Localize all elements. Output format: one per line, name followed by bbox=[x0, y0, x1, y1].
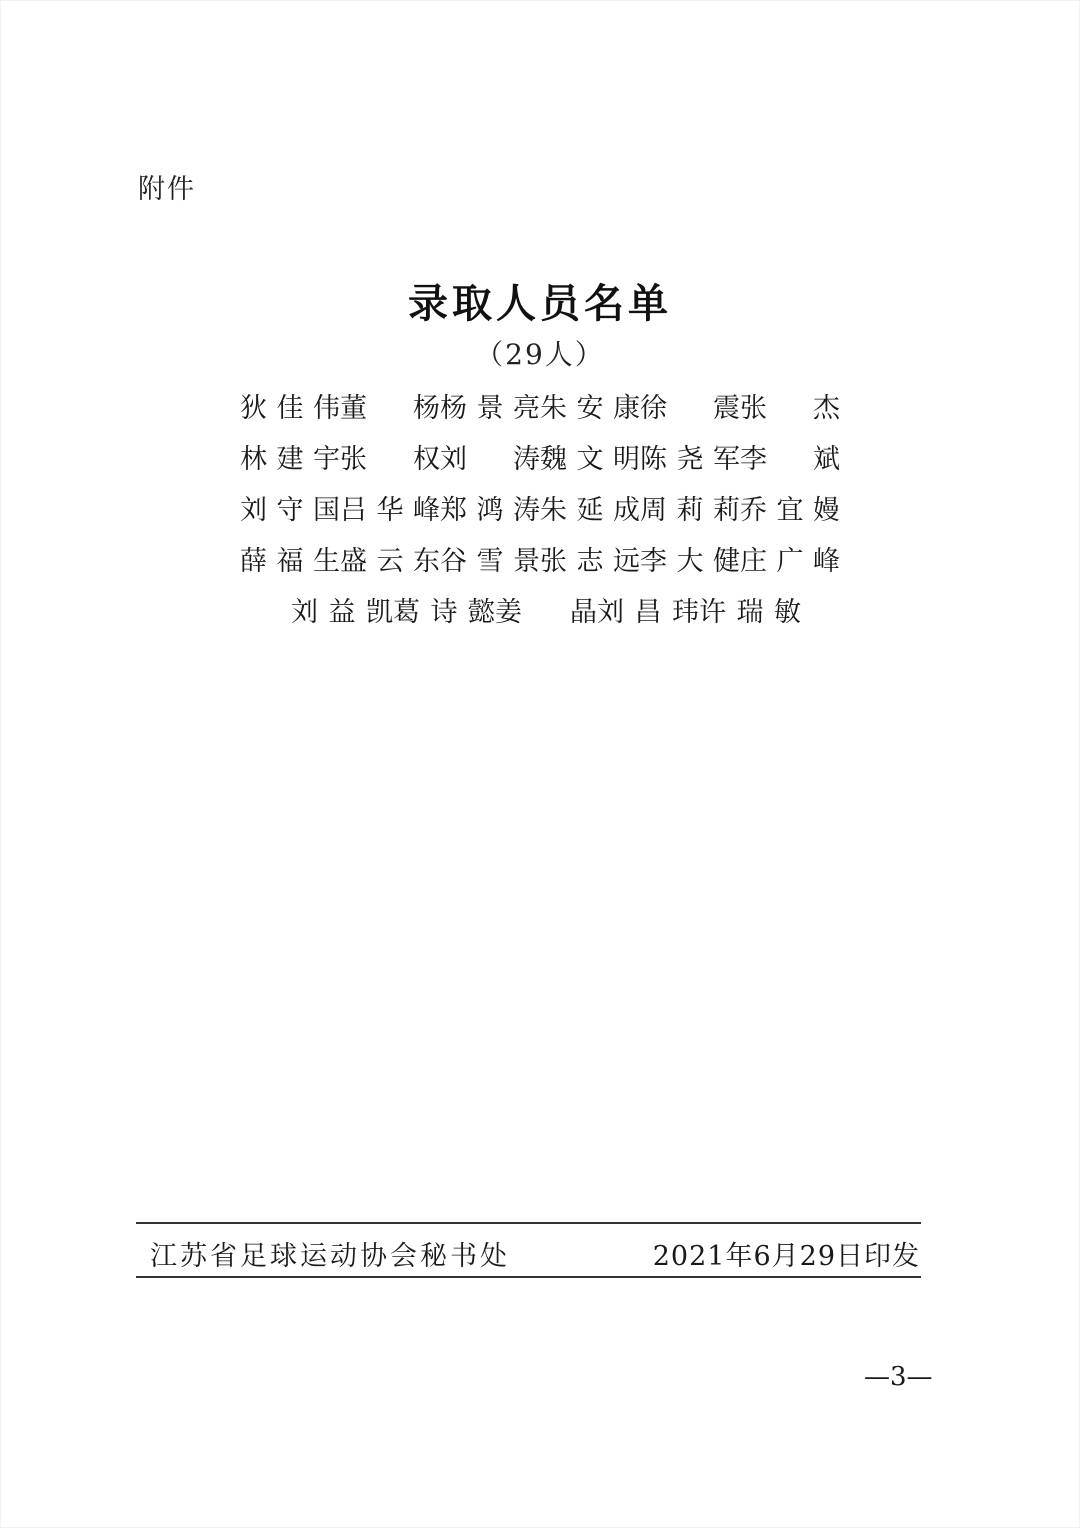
name-char: 谷 bbox=[440, 546, 467, 577]
name-char: 鸿 bbox=[476, 495, 504, 526]
name-char: 文 bbox=[576, 444, 604, 475]
name-char: 周 bbox=[640, 495, 667, 526]
person-name bbox=[597, 590, 699, 629]
name-char: 杰 bbox=[813, 393, 840, 424]
names-row bbox=[240, 482, 840, 533]
name-char: 张 bbox=[540, 546, 567, 577]
name-char: 乔 bbox=[740, 495, 767, 526]
names-row bbox=[240, 380, 840, 431]
person-name bbox=[393, 590, 495, 629]
name-char: 涛 bbox=[513, 495, 540, 526]
name-char: 尧 bbox=[676, 444, 704, 475]
name-char: 嫚 bbox=[813, 495, 840, 526]
name-char: 盛 bbox=[340, 546, 367, 577]
person-name bbox=[540, 488, 640, 527]
name-char: 刘 bbox=[440, 444, 467, 475]
person-name bbox=[240, 488, 340, 527]
name-char: 李 bbox=[740, 444, 767, 475]
name-char: 许 bbox=[699, 597, 726, 628]
name-char: 宇 bbox=[313, 444, 340, 475]
name-char: 刘 bbox=[597, 597, 624, 628]
page-number: —3— bbox=[864, 1362, 933, 1392]
document-title: 录取人员名单 bbox=[408, 280, 672, 327]
name-char: 延 bbox=[576, 495, 604, 526]
name-char: 林 bbox=[240, 444, 267, 475]
name-char: 峰 bbox=[413, 495, 440, 526]
name-char: 董 bbox=[340, 393, 367, 424]
names-row bbox=[240, 533, 840, 584]
attachment-label: 附件 bbox=[138, 174, 196, 205]
person-name bbox=[540, 539, 640, 578]
name-char: 莉 bbox=[713, 495, 740, 526]
name-char: 玮 bbox=[672, 597, 699, 628]
name-char: 震 bbox=[713, 393, 740, 424]
name-char: 宜 bbox=[776, 495, 804, 526]
name-char: 张 bbox=[740, 393, 767, 424]
person-name bbox=[640, 437, 740, 476]
name-char: 明 bbox=[613, 444, 640, 475]
name-char: 生 bbox=[313, 546, 340, 577]
person-name bbox=[440, 488, 540, 527]
name-char: 志 bbox=[576, 546, 604, 577]
person-name bbox=[740, 437, 840, 476]
name-char: 晶 bbox=[570, 597, 597, 628]
name-char: 益 bbox=[328, 597, 356, 628]
name-char: 瑞 bbox=[736, 597, 764, 628]
name-char: 军 bbox=[713, 444, 740, 475]
name-char: 杨 bbox=[440, 393, 467, 424]
name-char: 刘 bbox=[291, 597, 318, 628]
person-name bbox=[495, 590, 597, 629]
document-subtitle: （29人） bbox=[475, 338, 605, 371]
name-char: 敏 bbox=[774, 597, 801, 628]
person-name bbox=[740, 539, 840, 578]
name-char: 守 bbox=[276, 495, 304, 526]
name-char: 成 bbox=[613, 495, 640, 526]
name-char: 庄 bbox=[740, 546, 767, 577]
name-char: 张 bbox=[340, 444, 367, 475]
name-char: 广 bbox=[776, 546, 804, 577]
name-char: 陈 bbox=[640, 444, 667, 475]
name-char: 亮 bbox=[513, 393, 540, 424]
name-char: 康 bbox=[613, 393, 640, 424]
person-name bbox=[291, 590, 393, 629]
name-char: 朱 bbox=[540, 495, 567, 526]
name-char: 华 bbox=[376, 495, 404, 526]
person-name bbox=[740, 386, 840, 425]
name-char: 李 bbox=[640, 546, 667, 577]
person-name bbox=[340, 488, 440, 527]
name-char: 诗 bbox=[430, 597, 458, 628]
name-char: 东 bbox=[413, 546, 440, 577]
person-name bbox=[440, 437, 540, 476]
name-char: 大 bbox=[676, 546, 704, 577]
name-char: 杨 bbox=[413, 393, 440, 424]
name-char: 涛 bbox=[513, 444, 540, 475]
name-char: 凯 bbox=[366, 597, 393, 628]
person-name bbox=[240, 386, 340, 425]
person-name bbox=[440, 539, 540, 578]
person-name bbox=[540, 437, 640, 476]
person-name bbox=[340, 386, 440, 425]
name-char: 雪 bbox=[476, 546, 504, 577]
name-char: 云 bbox=[376, 546, 404, 577]
person-name bbox=[440, 386, 540, 425]
issuer-name: 江苏省足球运动协会秘书处 bbox=[150, 1241, 510, 1272]
person-name bbox=[740, 488, 840, 527]
person-name bbox=[340, 539, 440, 578]
name-char: 健 bbox=[713, 546, 740, 577]
footer-rule-top bbox=[136, 1222, 921, 1224]
person-name bbox=[640, 488, 740, 527]
name-char: 远 bbox=[613, 546, 640, 577]
name-char: 葛 bbox=[393, 597, 420, 628]
person-name bbox=[340, 437, 440, 476]
issue-date: 2021年6月29日印发 bbox=[652, 1241, 920, 1272]
name-char: 薛 bbox=[240, 546, 267, 577]
name-char: 昌 bbox=[634, 597, 662, 628]
name-char: 福 bbox=[276, 546, 304, 577]
person-name bbox=[640, 386, 740, 425]
name-char: 莉 bbox=[676, 495, 704, 526]
name-char: 峰 bbox=[813, 546, 840, 577]
name-char: 吕 bbox=[340, 495, 367, 526]
name-char: 景 bbox=[476, 393, 504, 424]
name-char: 建 bbox=[276, 444, 304, 475]
name-char: 斌 bbox=[813, 444, 840, 475]
name-char: 刘 bbox=[240, 495, 267, 526]
name-char: 狄 bbox=[240, 393, 267, 424]
name-char: 安 bbox=[576, 393, 604, 424]
name-char: 权 bbox=[413, 444, 440, 475]
name-char: 魏 bbox=[540, 444, 567, 475]
name-char: 朱 bbox=[540, 393, 567, 424]
names-row bbox=[240, 584, 840, 635]
name-char: 伟 bbox=[313, 393, 340, 424]
name-char: 姜 bbox=[495, 597, 522, 628]
names-row bbox=[240, 431, 840, 482]
person-name bbox=[699, 590, 801, 629]
person-name bbox=[540, 386, 640, 425]
name-char: 懿 bbox=[468, 597, 495, 628]
person-name bbox=[640, 539, 740, 578]
name-char: 郑 bbox=[440, 495, 467, 526]
admitted-names-list bbox=[240, 380, 840, 635]
footer-rule-bottom bbox=[136, 1276, 921, 1278]
name-char: 景 bbox=[513, 546, 540, 577]
person-name bbox=[240, 539, 340, 578]
person-name bbox=[240, 437, 340, 476]
name-char: 国 bbox=[313, 495, 340, 526]
name-char: 徐 bbox=[640, 393, 667, 424]
name-char: 佳 bbox=[276, 393, 304, 424]
